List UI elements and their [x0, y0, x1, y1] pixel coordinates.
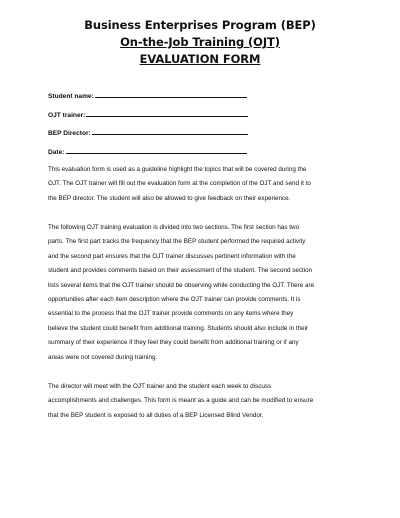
- paragraph-line: that the BEP student is exposed to all duties of a BEP Licensed Blind Vendor.: [48, 411, 264, 419]
- ojt-trainer-label: OJT trainer:: [48, 112, 86, 119]
- paragraph-line: accomplishments and challenges. This form is meant as a guide and can be modified to ensure: [48, 397, 314, 405]
- ojt-trainer-line: [86, 110, 248, 117]
- paragraph-line: believe the student could benefit from additional training. Students should also include in their: [48, 324, 309, 332]
- student-name-label: Student name:: [48, 93, 94, 100]
- student-name-line: [95, 91, 247, 98]
- paragraph-line: The director will meet with the OJT trainer and the student each week to discuss: [48, 383, 272, 390]
- training-subtitle: On-the-Job Training (OJT): [120, 35, 280, 49]
- director-paragraph: [48, 380, 358, 423]
- date-field: [48, 147, 247, 156]
- paragraph-line: and the second part ensures that the OJT trainer discusses pertinent information with the: [48, 252, 296, 260]
- paragraph-line: OJT. The OJT trainer will fill out the evaluation form at the completion of the OJT and send it to: [48, 180, 311, 188]
- paragraph-line: the BEP director. The student will also be allowed to give feedback on their experience.: [48, 194, 291, 202]
- paragraph-line: student and provides comments based on their assessment of the student. The second section: [48, 267, 313, 275]
- paragraph-line: lists several items that the OJT trainer should be observing while conducting the OJT. There are: [48, 281, 315, 289]
- intro-paragraph: [48, 163, 358, 206]
- sections-paragraph: [48, 221, 358, 365]
- paragraph-line: parts. The first part tracks the frequency that the BEP student performed the required activity: [48, 238, 306, 246]
- paragraph-line: summary of their experience if they feel they could benefit from additional training or if any: [48, 339, 299, 347]
- paragraph-line: This evaluation form is used as a guideline highlight the topics that will be covered during the: [48, 166, 307, 173]
- ojt-trainer-field: [48, 110, 248, 119]
- paragraph-line: essential to the process that the OJT trainer provide comments on any items where they: [48, 310, 294, 318]
- bep-director-field: [48, 128, 248, 137]
- form-title: EVALUATION FORM: [139, 52, 261, 66]
- bep-director-label: BEP Director:: [48, 130, 91, 137]
- program-title: Business Enterprises Program (BEP): [84, 18, 316, 32]
- student-name-field: [48, 91, 247, 100]
- date-label: Date:: [48, 149, 65, 156]
- paragraph-line: opportunities after each item description where the OJT trainer can provide comments. It is: [48, 296, 301, 304]
- bep-director-line: [92, 128, 248, 135]
- paragraph-line: The following OJT training evaluation is divided into two sections. The first section has two: [48, 224, 300, 231]
- paragraph-line: areas were not covered during training.: [48, 353, 158, 361]
- date-line: [66, 147, 247, 154]
